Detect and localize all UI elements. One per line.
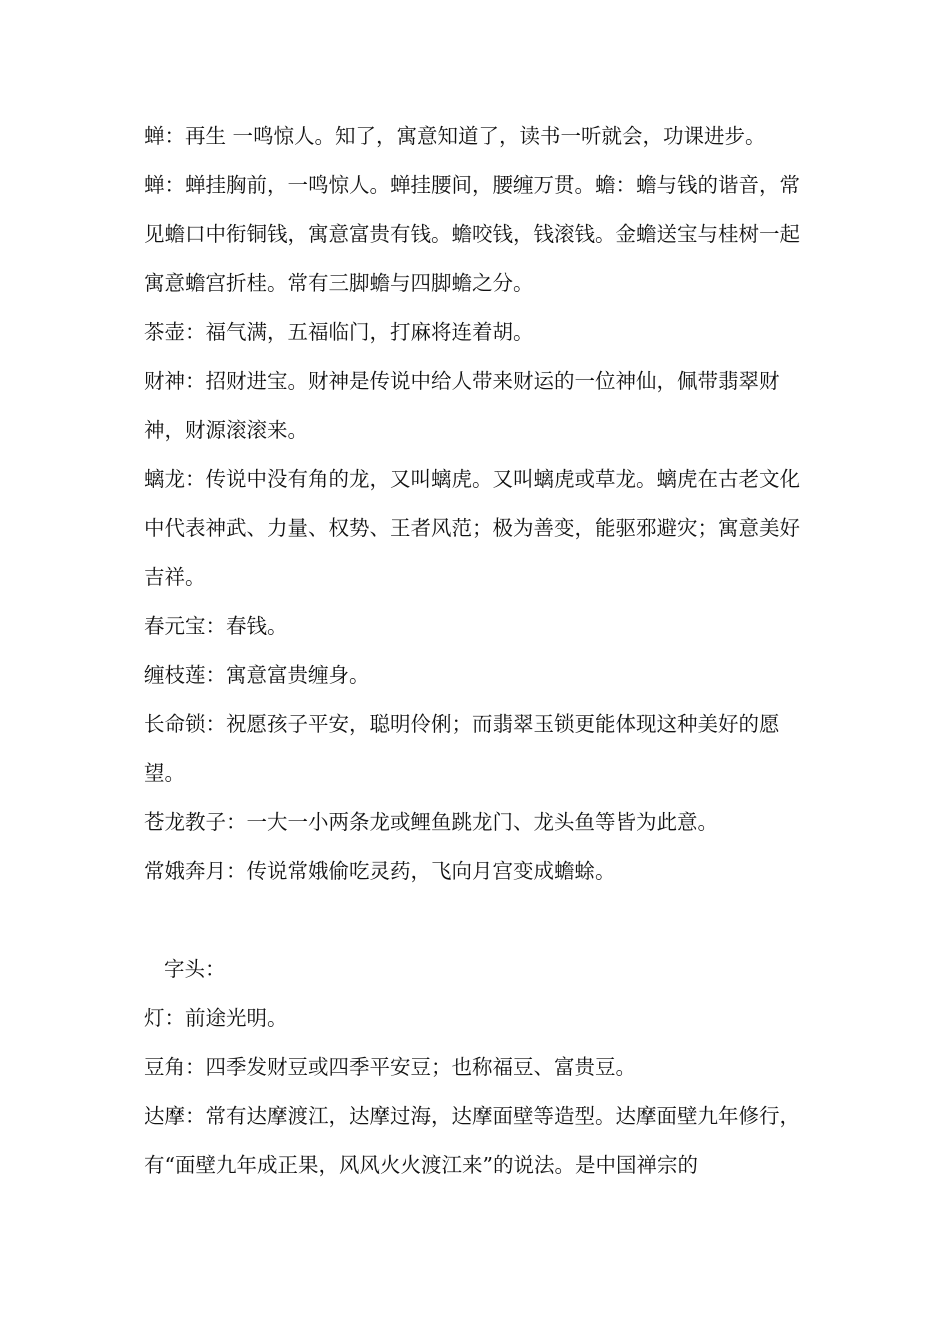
paragraph-caishen: 财神：招财进宝。财神是传说中给人带来财运的一位神仙，佩带翡翠财神，财源滚滚来。 (144, 369, 780, 442)
paragraph-chan-1: 蝉：再生 一鸣惊人。知了，寓意知道了，读书一听就会，功课进步。 (144, 124, 766, 148)
paragraph-chunyuanbao: 春元宝：春钱。 (144, 614, 288, 638)
paragraph-deng: 灯：前途光明。 (144, 1006, 288, 1030)
paragraph-chan-2: 蝉：蝉挂胸前，一鸣惊人。蝉挂腰间，腰缠万贯。蟾：蟾与钱的谐音，常见蟾口中衔铜钱，寓意富贵有钱。蟾咬钱，钱滚钱。金蟾送宝与桂树一起寓意蟾宫折桂。常有三脚蟾与四脚蟾之分。 (144, 173, 800, 295)
paragraph-chilong: 螭龙：传说中没有角的龙，又叫螭虎。又叫螭虎或草龙。螭虎在古老文化中代表神武、力量、权势、王者风范；极为善变，能驱邪避灾；寓意美好 吉祥。 (144, 467, 800, 589)
blank-line (144, 896, 814, 945)
paragraph-change: 常娥奔月：传说常娥偷吃灵药，飞向月宫变成蟾蜍。 (144, 859, 616, 883)
paragraph-chahu: 茶壶：福气满，五福临门，打麻将连着胡。 (144, 320, 534, 344)
paragraph-doujiao: 豆角：四季发财豆或四季平安豆；也称福豆、富贵豆。 (144, 1055, 636, 1079)
paragraph-damo: 达摩：常有达摩渡江，达摩过海，达摩面壁等造型。达摩面壁九年修行，有“面壁九年成正果，风风火火渡江来”的说法。是中国禅宗的 (144, 1104, 800, 1177)
section-heading: 字头： (164, 957, 226, 981)
document-body (144, 112, 814, 1190)
paragraph-chanzhilian: 缠枝莲：寓意富贵缠身。 (144, 663, 370, 687)
paragraph-changmingsuo: 长命锁：祝愿孩子平安，聪明伶俐；而翡翠玉锁更能体现这种美好的愿望。 (144, 712, 780, 785)
paragraph-canglong: 苍龙教子：一大一小两条龙或鲤鱼跳龙门、龙头鱼等皆为此意。 (144, 810, 718, 834)
